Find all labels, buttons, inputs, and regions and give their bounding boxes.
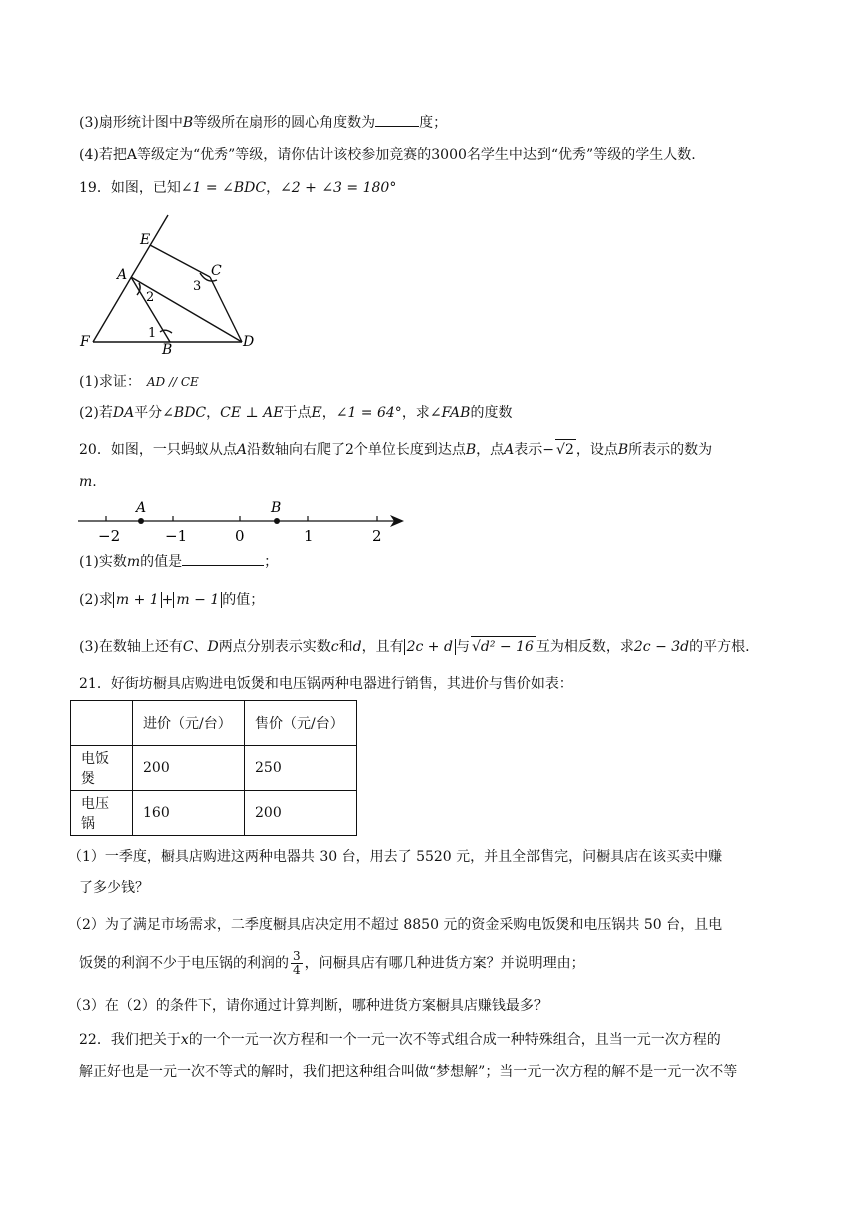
fraction-numerator: 3	[293, 949, 301, 963]
angle-1-arc	[160, 330, 172, 333]
label-e: E	[140, 232, 151, 248]
tick-label: 2	[372, 527, 382, 545]
q20-number-line	[75, 496, 410, 546]
q18-p3-text2: 等级所在扇形的圆心角度数为	[193, 115, 376, 131]
q18-part4: (4)若把A等级定为“优秀”等级，请你估计该校参加竞赛的3000名学生中达到“优秀”等级的学生人数.	[79, 147, 696, 163]
q19-stem	[79, 178, 396, 198]
table-row	[71, 746, 357, 791]
q20-abs2: m − 1	[173, 592, 222, 608]
q20-text: (1)实数	[79, 554, 127, 570]
q20-text: 所表示的数为	[628, 442, 713, 458]
q19-stem-text: 19．如图，已知	[79, 180, 181, 196]
q19-p2-text: 平分	[134, 405, 163, 421]
q20-part1	[79, 551, 278, 572]
q19-p2-ask: ∠FAB	[429, 405, 471, 421]
label-angle-3: 3	[193, 279, 202, 294]
point-b	[274, 518, 280, 524]
q21-part1-line1: （1）一季度，橱具店购进这两种电器共 30 台，用去了 5520 元，并且全部售完，问橱具店在该买卖中赚	[68, 849, 723, 865]
q20-stem-line1	[79, 439, 712, 460]
table-row	[71, 791, 357, 836]
q21-part1-line2: 了多少钱？	[79, 880, 149, 896]
label-angle-1: 1	[148, 326, 157, 341]
q20-neg: −	[542, 442, 555, 458]
table-cell: 电压锅	[71, 791, 133, 836]
q19-p2-text: (2)若	[79, 405, 113, 421]
table-header-cell: 进价（元/台）	[133, 701, 245, 746]
q18-part3	[79, 112, 447, 133]
line-fa-extended	[93, 215, 168, 342]
q22-text: 22．我们把关于	[79, 1032, 181, 1048]
q21-part2-line1: （2）为了满足市场需求，二季度橱具店决定用不超过 8850 元的资金采购电饭煲和电压锅共 50 台，且电	[68, 917, 723, 933]
q20-var-m: m	[126, 554, 141, 570]
tick-label: −1	[165, 527, 188, 545]
q21-text: 饭煲的利润不少于电压锅的利润的	[79, 955, 289, 972]
q19-cond1: ∠1 = ∠BDC	[180, 180, 267, 196]
q20-text: 的值；	[222, 592, 265, 608]
table-header-cell	[71, 701, 133, 746]
table-cell: 160	[133, 791, 245, 836]
q21-part3: （3）在（2）的条件下，请你通过计算判断，哪种进货方案橱具店赚钱最多？	[68, 998, 548, 1014]
tick-label: −2	[98, 527, 121, 545]
q19-cond2: ∠2 + ∠3 = 180°	[280, 180, 397, 196]
point-b-label: B	[271, 500, 282, 516]
q19-p2-angle: ∠BDC	[162, 405, 207, 421]
q20-text: ，且有	[361, 639, 404, 655]
table-cell: 250	[245, 746, 357, 791]
q20-text: 沿数轴向右爬了2个单位长度到达点	[246, 442, 466, 458]
q20-text: 20．如图，一只蚂蚁从点	[79, 442, 237, 458]
q20-var-d: d	[352, 639, 362, 655]
line-ec	[150, 245, 210, 277]
q20-radicand2: d² − 16	[480, 639, 534, 655]
q19-p2-perp: CE ⊥ AE	[220, 405, 284, 421]
point-a	[138, 518, 144, 524]
q20-stem-line2	[79, 472, 97, 492]
q20-var-a: A	[504, 442, 515, 458]
q19-p2-text: ，求	[401, 405, 430, 421]
q22-line2: 解正好也是一元一次不等式的解时，我们把这种组合叫做“梦想解”；当一元一次方程的解不是一元一次不等	[79, 1064, 738, 1080]
q22-var-x: x	[180, 1032, 189, 1048]
q21-part2-line2	[79, 950, 585, 977]
q19-p2-end: 的度数	[470, 405, 513, 421]
q19-p2-da: DA	[112, 405, 135, 421]
tick-label: 0	[235, 527, 245, 545]
q20-text: 两点分别表示实数	[218, 639, 331, 655]
q20-sqrt2: √d² − 16	[471, 636, 536, 657]
label-d: D	[243, 334, 255, 350]
table-cell: 电饭煲	[71, 746, 133, 791]
table-header-row	[71, 701, 357, 746]
table-cell: 200	[133, 746, 245, 791]
q19-p2-text: ，	[321, 405, 336, 421]
q19-p2-e: E	[311, 405, 322, 421]
q19-p1-text: (1)求证：	[79, 374, 141, 390]
q20-var-c: c	[330, 639, 339, 655]
answer-blank[interactable]	[182, 551, 264, 566]
q20-part3	[79, 636, 750, 657]
q20-text: ，设点	[575, 442, 618, 458]
q20-var-b: B	[465, 442, 477, 458]
q19-geometry-figure	[75, 208, 275, 358]
q18-p3-var: B	[182, 115, 194, 131]
label-b: B	[162, 342, 173, 358]
q20-text: 与	[455, 639, 470, 655]
tick-label: 1	[304, 527, 314, 545]
q20-text: (2)求	[79, 592, 113, 608]
q20-cd: C、D	[182, 639, 219, 655]
label-angle-2: 2	[146, 290, 155, 305]
q20-period: .	[92, 474, 97, 490]
q20-text: 互为相反数，求	[535, 639, 634, 655]
fraction-denominator: 4	[293, 963, 301, 977]
label-c: C	[211, 263, 222, 279]
q19-p2-val: ∠1 = 64°	[335, 405, 402, 421]
q20-expr: 2c − 3d	[633, 639, 690, 655]
q20-var-m: m	[79, 474, 93, 490]
q20-var-b: B	[617, 442, 629, 458]
q20-radicand: 2	[564, 442, 574, 458]
q20-text: (3)在数轴上还有	[79, 639, 183, 655]
q20-abs1: m + 1	[113, 592, 162, 608]
q19-p1-expr: AD // CE	[146, 375, 199, 389]
q20-text: 表示	[514, 442, 543, 458]
fraction	[291, 950, 303, 977]
answer-blank[interactable]	[375, 112, 419, 127]
q20-var-a: A	[236, 442, 247, 458]
q19-sep: ，	[266, 180, 281, 196]
q20-plus: +	[161, 592, 174, 608]
q18-p3-text: (3)扇形统计图中	[79, 115, 183, 131]
q20-part2	[79, 590, 264, 610]
q20-abs: 2c + d	[404, 639, 456, 655]
q22-line1	[79, 1030, 721, 1050]
q21-stem: 21．好街坊橱具店购进电饭煲和电压锅两种电器进行销售，其进价与售价如表：	[79, 676, 573, 692]
q19-p2-text: ，	[206, 405, 221, 421]
q20-text: ；	[264, 554, 279, 570]
label-f: F	[80, 334, 90, 350]
q20-text: 的值是	[140, 554, 183, 570]
price-table	[70, 700, 357, 836]
q20-sqrt: √2	[555, 439, 576, 460]
q19-p2-text: 于点	[283, 405, 312, 421]
q20-text: ，点	[476, 442, 505, 458]
point-a-label: A	[136, 500, 147, 516]
q19-part1	[79, 372, 199, 392]
label-a: A	[117, 267, 128, 283]
q19-part2	[79, 403, 512, 423]
q20-text: 和	[338, 639, 353, 655]
table-cell: 200	[245, 791, 357, 836]
table-header-cell: 售价（元/台）	[245, 701, 357, 746]
q20-text: 的平方根.	[689, 639, 750, 655]
q18-p3-end: 度；	[419, 115, 448, 131]
q22-text: 的一个一元一次方程和一个一元一次不等式组合成一种特殊组合，且当一元一次方程的	[188, 1032, 721, 1048]
q21-text: ，问橱具店有哪几种进货方案？并说明理由；	[304, 955, 585, 972]
